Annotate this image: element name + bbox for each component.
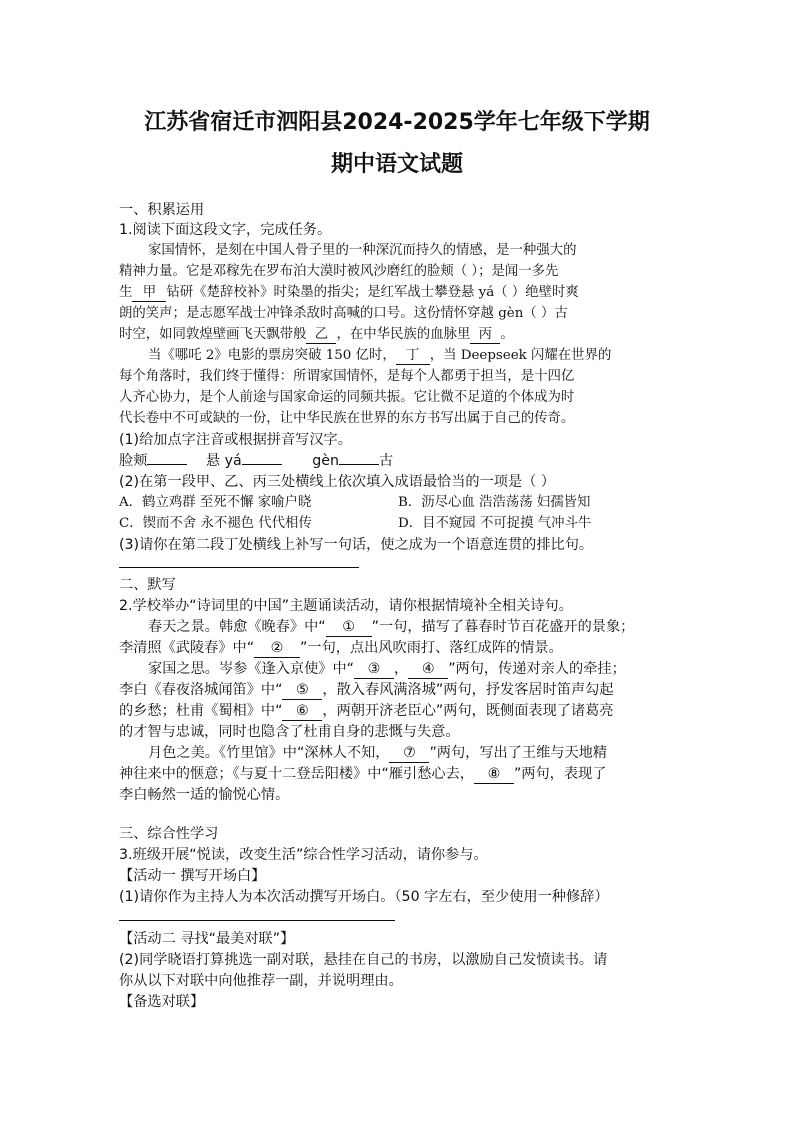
answer-blank[interactable] <box>147 464 187 465</box>
recitation-line <box>119 701 614 721</box>
option-d: D．目不窥园 不可捉摸 气冲斗牛 <box>398 516 592 531</box>
fill-label: 古 <box>378 453 394 469</box>
activity-1-heading: 【活动一 撰写开场白】 <box>119 868 266 884</box>
passage-text: 钻研《楚辞校补》时染墨的指尖；是红军战士攀登悬 yá（ ）绝壁时爽 <box>166 285 579 300</box>
section-heading: 三、综合性学习 <box>119 826 219 842</box>
recitation-line <box>119 680 614 700</box>
recitation-text: 李清照《武陵春》中“ <box>119 640 255 656</box>
recitation-text: ”两句，写出了王维与天地精 <box>429 745 608 761</box>
recitation-text: ，散入春风满洛城”两句，抒发客居时笛声勾起 <box>322 682 614 698</box>
blank-yi: 乙 <box>306 326 336 344</box>
recitation-text: ，两朝开济老臣心”两句，既侧面表现了诸葛亮 <box>322 703 614 719</box>
fill-label: 悬 yá <box>205 453 242 469</box>
sub-question-1: (1)给加点字注音或根据拼音写汉字。 <box>119 432 352 448</box>
section-heading: 二、默写 <box>119 577 176 593</box>
passage-line: 每个角落时，我们终于懂得：所谓家国情怀，是每个人都勇于担当，是十四亿 <box>119 369 575 384</box>
passage-text: 生 <box>119 285 133 300</box>
blank-8[interactable]: ⑧ <box>474 766 514 784</box>
recitation-line <box>148 617 634 637</box>
passage-text: 。 <box>500 327 514 342</box>
passage-text: 当《哪吒 2》电影的票房突破 150 亿时， <box>148 348 396 363</box>
recitation-text: 神往来中的惬意；《与夏十二登岳阳楼》中“雁引愁心去， <box>119 766 474 782</box>
blank-4[interactable]: ④ <box>408 661 448 679</box>
blank-2[interactable]: ② <box>254 640 300 658</box>
exam-title-line-2: 期中语文试题 <box>330 152 463 177</box>
recitation-text: 的乡愁；杜甫《蜀相》中“ <box>119 703 283 719</box>
passage-line: 家国情怀，是刻在中国人骨子里的一种深沉而持久的情感，是一种强大的 <box>148 243 577 258</box>
recitation-text: ， <box>393 661 409 677</box>
activity-2-heading: 【活动二 寻找“最美对联”】 <box>119 931 295 947</box>
question-2-prompt: 2.学校举办“诗词里的中国”主题诵读活动，请你根据情境补全相关诗句。 <box>119 598 573 614</box>
passage-line <box>148 346 611 366</box>
blank-bing: 丙 <box>470 326 500 344</box>
passage-line: 精神力量。它是邓稼先在罗布泊大漠时被风沙磨红的脸颊（ ）；是闻一多先 <box>119 264 559 279</box>
sub-question-2-cont: 你从以下对联中向他推荐一副，并说明理由。 <box>119 973 403 989</box>
blank-5[interactable]: ⑤ <box>282 682 322 700</box>
sub-question-3: (3)请你在第二段丁处横线上补写一句话，使之成为一个语意连贯的排比句。 <box>119 537 594 553</box>
sub-question-1: (1)请你作为主持人为本次活动撰写开场白。（50 字左右，至少使用一种修辞） <box>119 889 609 905</box>
section-heading: 一、积累运用 <box>119 202 205 218</box>
fill-in-row <box>119 451 393 471</box>
answer-blank[interactable] <box>242 464 282 465</box>
blank-jia: 甲 <box>132 284 166 302</box>
answer-blank[interactable] <box>339 464 379 465</box>
blank-3[interactable]: ③ <box>354 661 394 679</box>
passage-line <box>119 283 579 303</box>
recitation-line <box>148 659 626 679</box>
recitation-text: 家国之思。岑参《逢入京使》中“ <box>148 661 354 677</box>
recitation-line <box>148 743 607 763</box>
recitation-text: ”两句，传递对亲人的牵挂； <box>448 661 626 677</box>
recitation-text: ”一句，描写了暮春时节百花盛开的景象； <box>371 619 635 635</box>
answer-line[interactable] <box>119 567 359 568</box>
sub-question-2: (2)同学晓语打算挑选一副对联，悬挂在自己的书房，以激励自己发愤读书。请 <box>119 952 608 968</box>
option-b: B．沥尽心血 浩浩荡荡 妇孺皆知 <box>398 495 591 510</box>
recitation-line <box>119 764 606 784</box>
recitation-text: 月色之美。《竹里馆》中“深林人不知， <box>148 745 390 761</box>
recitation-line <box>119 638 563 658</box>
passage-line <box>119 325 514 345</box>
passage-line: 代长卷中不可或缺的一份，让中华民族在世界的东方书写出属于自己的传奇。 <box>119 411 575 426</box>
fill-label: gèn <box>312 453 339 469</box>
passage-text: ，当 Deepseek 闪耀在世界的 <box>429 348 612 363</box>
passage-text: 时空，如同敦煌壁画飞天飘带般 <box>119 327 307 342</box>
recitation-text: 春天之景。韩愈《晚春》中“ <box>148 619 326 635</box>
blank-1[interactable]: ① <box>326 619 372 637</box>
activity-3-heading: 【备选对联】 <box>119 994 205 1010</box>
answer-line[interactable] <box>119 920 395 921</box>
passage-text: ，在中华民族的血脉里 <box>336 327 471 342</box>
passage-line: 人齐心协力，是个人前途与国家命运的同频共振。它让微不足道的个体成为时 <box>119 390 575 405</box>
recitation-text: ”一句，点出风吹雨打、落红成阵的情景。 <box>300 640 563 656</box>
sub-question-2: (2)在第一段甲、乙、丙三处横线上依次填入成语最恰当的一项是（ ） <box>119 474 556 490</box>
option-a: A．鹤立鸡群 至死不懈 家喻户晓 <box>119 495 312 510</box>
recitation-text: ”两句，表现了 <box>513 766 607 782</box>
blank-7[interactable]: ⑦ <box>389 745 429 763</box>
question-1-prompt: 1.阅读下面这段文字，完成任务。 <box>119 222 332 238</box>
recitation-line: 的才智与忠诚，同时也隐含了杜甫自身的悲慨与失意。 <box>119 724 460 740</box>
recitation-text: 李白《春夜洛城闻笛》中“ <box>119 682 283 698</box>
recitation-line: 李白畅然一适的愉悦心情。 <box>119 787 290 803</box>
passage-line: 朗的笑声；是志愿军战士冲锋杀敌时高喊的口号。这份情怀穿越 gèn（ ）古 <box>119 306 568 321</box>
fill-label: 脸颊 <box>119 453 148 469</box>
question-3-prompt: 3.班级开展“悦读，改变生活”综合性学习活动，请你参与。 <box>119 847 488 863</box>
blank-6[interactable]: ⑥ <box>282 703 322 721</box>
option-c: C．锲而不舍 永不褪色 代代相传 <box>119 516 312 531</box>
exam-title-line-1: 江苏省宿迁市泗阳县2024-2025学年七年级下学期 <box>144 110 650 135</box>
blank-ding: 丁 <box>396 347 430 365</box>
